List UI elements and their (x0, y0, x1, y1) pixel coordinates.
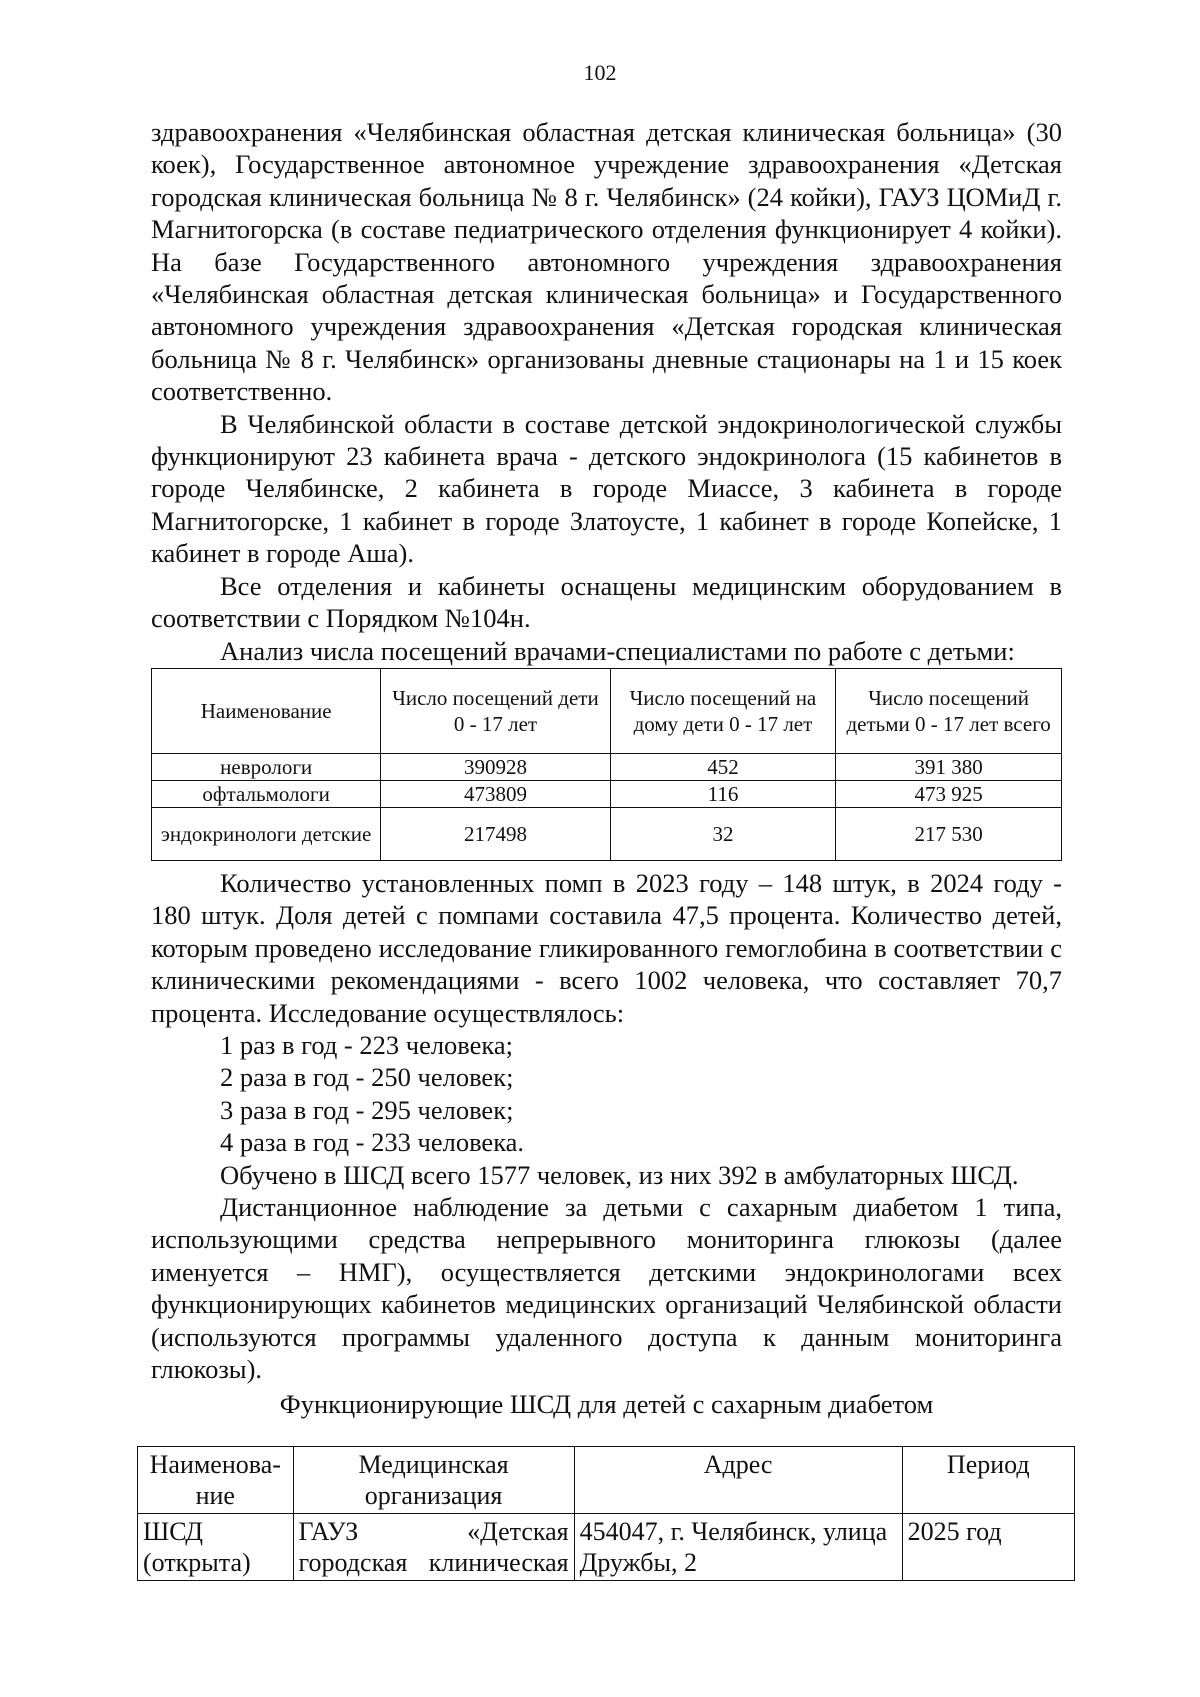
table-cell: 473809 (381, 780, 610, 807)
table-cell: офтальмологи (152, 780, 381, 807)
paragraph-equipment: Все отделения и кабинеты оснащены медицинским оборудованием в соответствии с Порядком №104н. (151, 570, 1062, 634)
table-cell: 390928 (381, 753, 610, 780)
shsd-header-period: Период (902, 1447, 1074, 1514)
shsd-table-title: Функционирующие ШСД для детей с сахарным диабетом (279, 1389, 934, 1419)
visits-header-visits: Число посещений дети 0 - 17 лет (381, 668, 610, 753)
table-cell: 2025 год (902, 1514, 1074, 1581)
visits-table-caption: Анализ числа посещений врачами-специалистами по работе с детьми: (220, 635, 1015, 666)
table-cell: 116 (610, 780, 836, 807)
visits-header-total: Число посещений детьми 0 - 17 лет всего (836, 668, 1062, 753)
list-item: 3 раза в год - 295 человек; (220, 1094, 514, 1125)
table-row (152, 807, 1062, 860)
document-body (151, 116, 1062, 1385)
table-cell: 452 (610, 753, 836, 780)
shsd-table (137, 1446, 1075, 1581)
table-cell: ШСД (открыта) (138, 1514, 294, 1581)
list-item: 1 раз в год - 223 человека; (220, 1029, 514, 1060)
shsd-header-organization: Медицинская организация (293, 1447, 574, 1514)
list-item: 4 раза в год - 233 человека. (220, 1127, 525, 1158)
list-item: 2 раза в год - 250 человек; (220, 1062, 514, 1093)
visits-table (151, 668, 1062, 861)
shsd-table-header-row (138, 1447, 1075, 1514)
table-cell: 454047, г. Челябинск, улица Дружбы, 2 (574, 1514, 902, 1581)
shsd-header-address: Адрес (574, 1447, 902, 1514)
visits-header-name: Наименование (152, 668, 381, 753)
shsd-header-name: Наименова-ние (138, 1447, 294, 1514)
table-row (152, 753, 1062, 780)
visits-table-header-row (152, 668, 1062, 753)
table-cell: 217 530 (836, 807, 1062, 860)
table-cell: эндокринологи детские (152, 807, 381, 860)
paragraph-pumps: Количество установленных помп в 2023 году – 148 штук, в 2024 году - 180 штук. Доля детей с помпами составила 47,5 процента. Количество детей, которым проведено исследование гликированного гемоглобина в соответствии с клиническими рекомендациями - всего 1002 человека, что составляет 70,7 процента. Исследование осуществлялось: (151, 867, 1062, 1028)
paragraph-remote-monitoring: Дистанционное наблюдение за детьми с сахарным диабетом 1 типа, использующими средства непрерывного мониторинга глюкозы (далее именуется – НМГ), осуществляется детскими эндокринологами всех функционирующих кабинетов медицинских организаций Челябинской области (используются программы удаленного доступа к данным мониторинга глюкозы). (151, 1191, 1062, 1384)
table-row (152, 780, 1062, 807)
table-cell: 217498 (381, 807, 610, 860)
table-cell: ГАУЗ «Детская городская клиническая (293, 1514, 574, 1581)
table-row (138, 1514, 1075, 1581)
paragraph-endocrinology-service: В Челябинской области в составе детской эндокринологической службы функционируют 23 кабинета врача - детского эндокринолога (15 кабинетов в городе Челябинске, 2 кабинета в городе Миассе, 3 кабинета в городе Магнитогорске, 1 кабинет в городе Златоусте, 1 кабинет в городе Копейске, 1 кабинет в городе Аша). (151, 408, 1062, 569)
paragraph-hospitals: здравоохранения «Челябинская областная детская клиническая больница» (30 коек), Государственное автономное учреждение здравоохранения «Детская городская клиническая больница № 8 г. Челябинск» (24 койки), ГАУЗ ЦОМиД г. Магнитогорска (в составе педиатрического отделения функционирует 4 койки). На базе Государственного автономного учреждения здравоохранения «Челябинская областная детская клиническая больница» и Государственного автономного учреждения здравоохранения «Детская городская клиническая больница № 8 г. Челябинск» организованы дневные стационары на 1 и 15 коек соответственно. (151, 117, 1062, 407)
table-cell: неврологи (152, 753, 381, 780)
table-cell: 473 925 (836, 780, 1062, 807)
page-number: 102 (583, 60, 617, 85)
visits-header-home-visits: Число посещений на дому дети 0 - 17 лет (610, 668, 836, 753)
paragraph-trained: Обучено в ШСД всего 1577 человек, из них 392 в амбулаторных ШСД. (220, 1159, 1019, 1190)
table-cell: 32 (610, 807, 836, 860)
table-cell: 391 380 (836, 753, 1062, 780)
